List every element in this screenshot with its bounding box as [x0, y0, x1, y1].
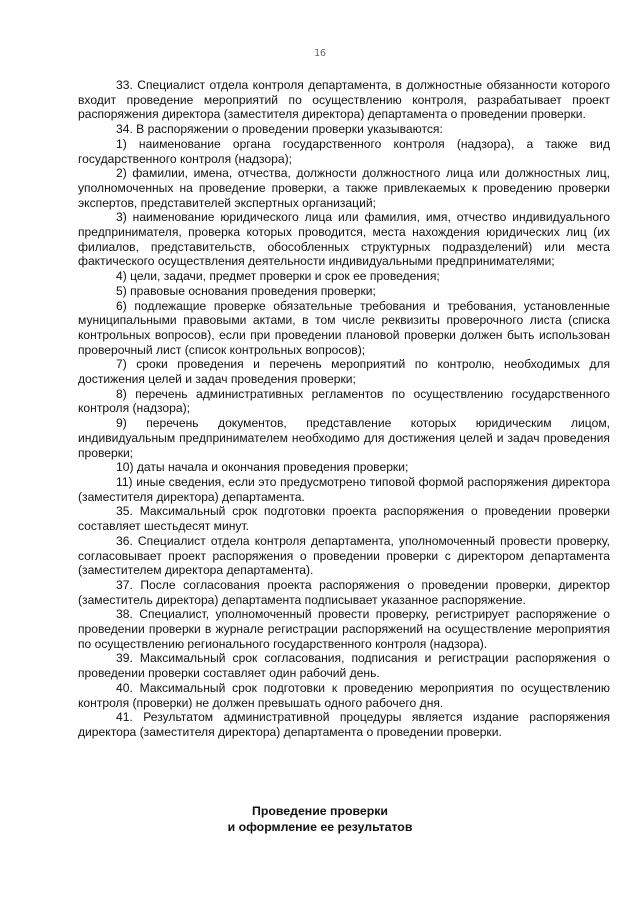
paragraph: 37. После согласования проекта распоряжения о проведении проверки, директор (заместитель директора) департамента подписывает указанное распоряжение.: [78, 577, 610, 607]
paragraph: 33. Специалист отдела контроля департамента, в должностные обязанности которого входит проведение мероприятий по осуществлению контроля, разрабатывает проект распоряжения директора (заместителя директора) департамента о проведении проверки.: [78, 78, 610, 122]
paragraph: 41. Результатом административной процедуры является издание распоряжения директора (заместителя директора) департамента о проведении проверки.: [78, 710, 610, 739]
list-item: 6) подлежащие проверке обязательные требования и требования, установленные муниципальными правовыми актами, в том числе реквизиты проверочного листа (списка контрольных вопросов), если при проведении плановой проверки должен быть использован проверочный лист (список контрольных вопросов);: [78, 298, 610, 357]
section-heading-line: и оформление ее результатов: [227, 820, 413, 834]
list-item: 10) даты начала и окончания проведения проверки;: [116, 460, 409, 475]
page-number: 16: [313, 48, 327, 59]
paragraph: 38. Специалист, уполномоченный провести проверку, регистрирует распоряжение о проведении проверки в журнале регистрации распоряжений на осуществление мероприятия по осуществлению регионального государственного контроля (надзора).: [78, 607, 610, 651]
paragraph: 35. Максимальный срок подготовки проекта распоряжения о проведении проверки составляет шестьдесят минут.: [78, 504, 610, 534]
list-item: 11) иные сведения, если это предусмотрено типовой формой распоряжения директора (заместителя директора) департамента.: [78, 474, 610, 504]
list-item: 5) правовые основания проведения проверки;: [116, 283, 376, 298]
paragraph: 34. В распоряжении о проведении проверки указываются:: [116, 122, 443, 137]
document-body: [78, 78, 610, 740]
list-item: 3) наименование юридического лица или фамилия, имя, отчество индивидуального предпринимателя, проверка которых проводится, места нахождения юридических лиц (их филиалов, представительств, обособленных структурных подразделений) или места фактического осуществления деятельности индивидуальными предпринимателями;: [78, 210, 610, 269]
paragraph: 36. Специалист отдела контроля департамента, уполномоченный провести проверку, согласовывает проект распоряжения о проведении проверки с директором департамента (заместителем директора департамента).: [78, 533, 610, 578]
list-item: 4) цели, задачи, предмет проверки и срок ее проведения;: [116, 269, 440, 284]
list-item: 8) перечень административных регламентов по осуществлению государственного контроля (надзора);: [78, 386, 610, 416]
paragraph: 39. Максимальный срок согласования, подписания и регистрации распоряжения о проведении проверки составляет один рабочий день.: [78, 651, 610, 681]
list-item: 9) перечень документов, представление которых юридическим лицом, индивидуальным предпринимателем необходимо для достижения целей и задач проведения проверки;: [78, 416, 610, 460]
section-heading: [0, 803, 640, 835]
paragraph: 40. Максимальный срок подготовки к проведению мероприятия по осуществлению контроля (проверки) не должен превышать одного рабочего дня.: [78, 680, 610, 710]
list-item: 2) фамилии, имена, отчества, должности должностного лица или должностных лиц, уполномоченных на проведение проверки, а также привлекаемых к проведению проверки экспертов, представителей экспертных организаций;: [78, 166, 610, 210]
list-item: 1) наименование органа государственного контроля (надзора), а также вид государственного контроля (надзора);: [78, 136, 610, 166]
list-item: 7) сроки проведения и перечень мероприятий по контролю, необходимых для достижения целей и задач проведения проверки;: [78, 357, 610, 387]
section-heading-line: Проведение проверки: [252, 804, 388, 818]
